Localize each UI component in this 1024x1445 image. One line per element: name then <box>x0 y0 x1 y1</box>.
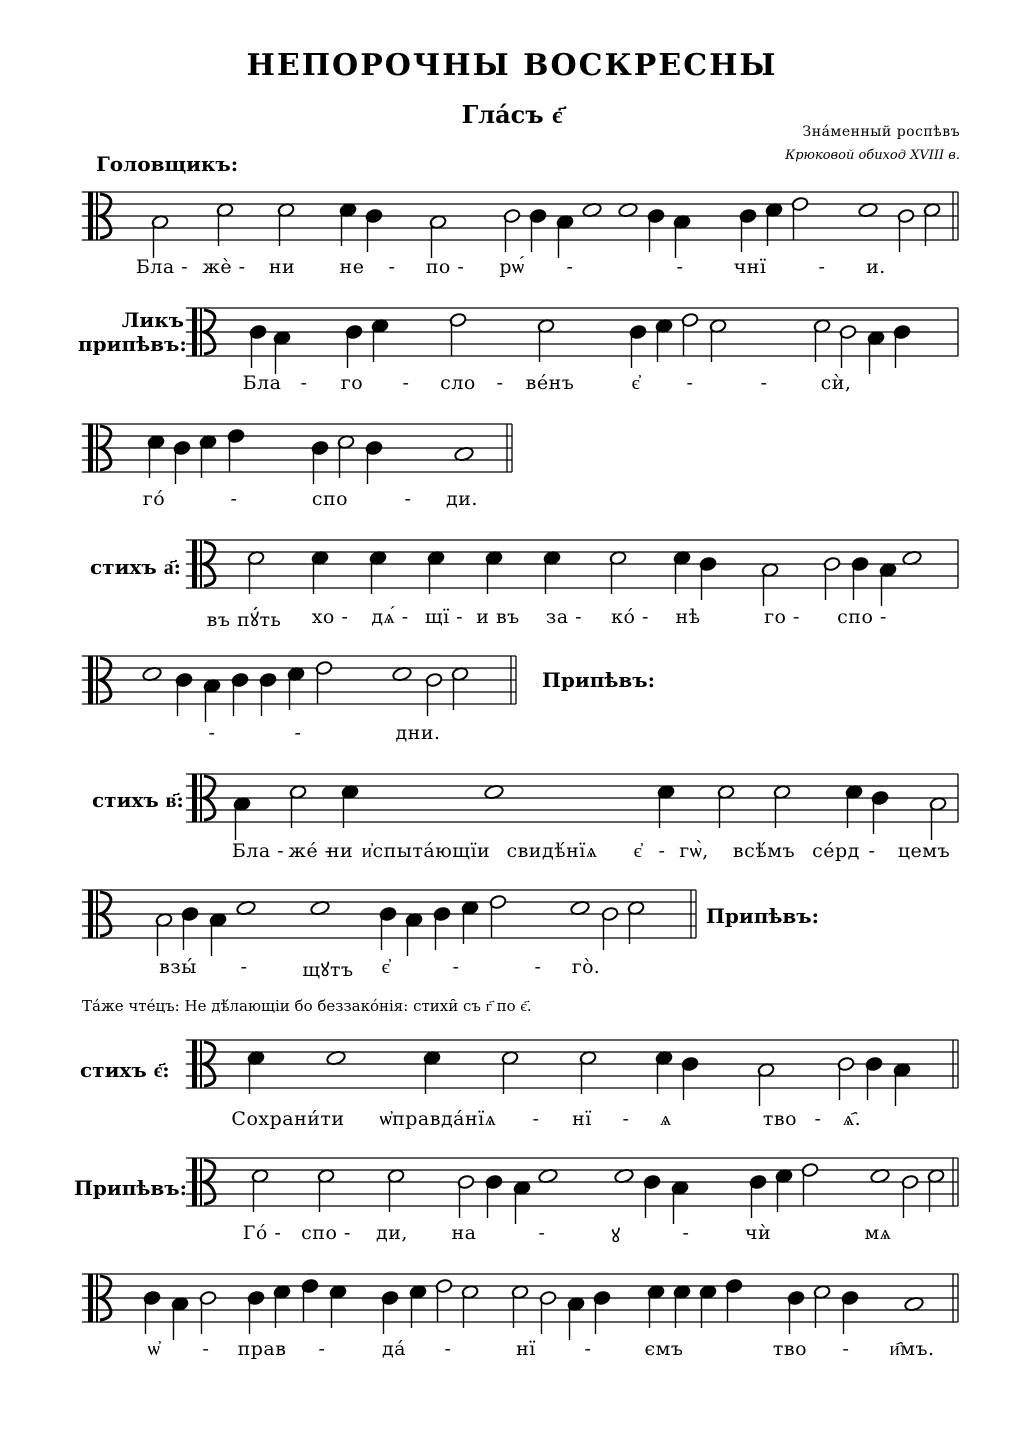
quarter-note <box>259 672 277 716</box>
quarter-note <box>556 214 574 258</box>
syllable: вéнъ <box>525 372 575 394</box>
syllable: и҆спытáющїи <box>361 840 491 862</box>
syllable: и въ <box>476 606 520 628</box>
quarter-note <box>175 672 193 716</box>
quarter-note <box>841 1290 859 1334</box>
quarter-note <box>173 440 191 484</box>
syllable: - <box>444 1338 452 1360</box>
syllable: ди. <box>446 488 478 510</box>
quarter-note <box>311 440 329 484</box>
half-note <box>839 324 857 368</box>
quarter-note <box>787 1290 805 1334</box>
quarter-note <box>143 1290 161 1334</box>
quarter-note <box>681 1056 699 1100</box>
half-note <box>761 562 779 606</box>
lyrics-line-8 <box>0 1108 1024 1138</box>
half-note <box>199 1290 217 1334</box>
label-pripev-2: Припѣвъ: <box>706 904 820 928</box>
syllable: Сохрани́ти <box>231 1108 345 1130</box>
syllable: гó <box>142 488 166 510</box>
quarter-note <box>365 440 383 484</box>
syllable: ѧ҄. <box>842 1108 862 1130</box>
syllable: чѝ <box>744 1222 772 1244</box>
quarter-note <box>181 906 199 950</box>
syllable: ни <box>326 840 354 862</box>
quarter-note <box>699 556 717 600</box>
half-note <box>539 1290 557 1334</box>
quarter-note <box>647 208 665 252</box>
syllable: ди, <box>376 1222 408 1244</box>
syllable: - <box>686 372 694 394</box>
syllable: - <box>842 1338 850 1360</box>
syllable: є҆ <box>381 956 391 978</box>
syllable: - <box>202 1338 210 1360</box>
syllable: - <box>240 956 248 978</box>
syllable: нї <box>572 1108 592 1130</box>
syllable: дни. <box>395 722 441 744</box>
half-note <box>929 796 947 840</box>
quarter-note <box>227 428 245 472</box>
half-note <box>837 1056 855 1100</box>
syllable: - <box>814 1108 822 1130</box>
quarter-note <box>629 324 647 368</box>
syllable: - <box>452 956 460 978</box>
lyrics-line-6 <box>0 840 1024 870</box>
syllable: тво <box>772 1338 808 1360</box>
syllable: Бла - <box>231 840 285 862</box>
syllable: рѡ́ <box>499 256 525 278</box>
half-note <box>681 312 699 356</box>
quarter-note <box>247 1290 265 1334</box>
half-note <box>601 906 619 950</box>
quarter-note <box>249 324 267 368</box>
half-note <box>823 556 841 600</box>
syllable: ємъ <box>644 1338 684 1360</box>
quarter-note <box>893 324 911 368</box>
half-note <box>151 214 169 258</box>
syllable: не <box>339 256 365 278</box>
quarter-note <box>739 208 757 252</box>
lyrics-line-10 <box>0 1338 1024 1368</box>
quarter-note <box>365 208 383 252</box>
syllable: - <box>402 372 410 394</box>
syllable: свидѣ́нїѧ <box>506 840 598 862</box>
syllable: є҆ <box>631 372 641 394</box>
syllable: дѧ́ - <box>371 606 409 628</box>
label-stikh-2: стихъ в҃: <box>92 788 184 812</box>
half-note <box>155 912 173 956</box>
syllable: Гó - <box>242 1222 282 1244</box>
quarter-note <box>513 1180 531 1224</box>
syllable: нѣ <box>675 606 701 628</box>
lyrics-line-3 <box>0 488 1024 518</box>
syllable: - <box>534 956 542 978</box>
syllable: гò. <box>571 956 601 978</box>
tone-heading: Глáсъ є҃ <box>461 100 563 129</box>
quarter-note <box>209 912 227 956</box>
syllable: щꙋтъ <box>302 959 354 981</box>
syllable: въ пꙋ́ть <box>206 609 282 631</box>
quarter-note <box>529 208 547 252</box>
half-note <box>457 1174 475 1218</box>
syllable: - <box>294 722 302 744</box>
quarter-note <box>379 906 397 950</box>
quarter-note <box>567 1296 585 1340</box>
syllable: чнї <box>733 256 767 278</box>
syllable: спо - <box>301 1222 351 1244</box>
syllable: жѐ - <box>202 256 246 278</box>
syllable: ѧ <box>660 1108 672 1130</box>
syllable: и҄мъ. <box>889 1338 935 1360</box>
syllable: - <box>566 256 574 278</box>
manuscript-source: Крюковой обиход XVIII в. <box>785 148 960 163</box>
syllable: всѣ́мъ <box>732 840 796 862</box>
syllable: - <box>584 1338 592 1360</box>
label-pripev-3: Припѣвъ: <box>74 1176 188 1200</box>
label-stikh-1: стихъ а҃: <box>90 555 182 579</box>
syllable: взы́ <box>159 956 197 978</box>
syllable: ѡ҆ <box>147 1338 161 1360</box>
quarter-note <box>345 324 363 368</box>
half-note <box>503 208 521 252</box>
quarter-note <box>871 790 889 834</box>
syllable: - <box>868 840 876 862</box>
quarter-note <box>643 1174 661 1218</box>
reader-instruction: Тáже чтéцъ: Не дѣ́лающiи бо беззакóнiя: стихи̑ съ г҃ по є҃. <box>82 997 532 1015</box>
quarter-note <box>725 1278 743 1322</box>
syllable: - <box>676 256 684 278</box>
quarter-note <box>433 906 451 950</box>
lyrics-line-5 <box>0 722 1024 752</box>
syllable: Бла - <box>135 256 189 278</box>
quarter-note <box>893 1062 911 1106</box>
half-note <box>791 196 809 240</box>
syllable: сéрд <box>812 840 860 862</box>
half-note <box>429 214 447 258</box>
syllable: цемъ <box>897 840 951 862</box>
lyrics-line-2 <box>0 372 1024 402</box>
syllable: - <box>230 488 238 510</box>
lyrics-line-4 <box>0 606 1024 636</box>
half-note <box>801 1162 819 1206</box>
chant-title: НЕПОРОЧНЫ ВОСКРЕСНЫ <box>246 48 778 83</box>
syllable: гѡ̀, <box>679 840 709 862</box>
syllable: - <box>318 1338 326 1360</box>
syllable: - <box>682 1222 690 1244</box>
syllable: - <box>760 372 768 394</box>
syllable: сло <box>440 372 476 394</box>
half-note <box>315 660 333 704</box>
syllable: спо <box>311 488 349 510</box>
half-note <box>425 672 443 716</box>
syllable: Бла <box>242 372 282 394</box>
half-note <box>897 208 915 252</box>
syllable: ꙋ <box>611 1225 621 1247</box>
quarter-note <box>485 1174 503 1218</box>
quarter-note <box>673 214 691 258</box>
quarter-note <box>301 1278 319 1322</box>
quarter-note <box>231 672 249 716</box>
syllable: кó - <box>611 606 649 628</box>
syllable: - <box>388 256 396 278</box>
quarter-note <box>405 912 423 956</box>
quarter-note <box>593 1290 611 1334</box>
syllable: ни <box>268 256 296 278</box>
syllable: за - <box>545 606 583 628</box>
half-note <box>901 1174 919 1218</box>
label-lik-line2: припѣвъ: <box>78 332 187 356</box>
quarter-note <box>865 1056 883 1100</box>
syllable: - <box>532 1108 540 1130</box>
quarter-note <box>879 562 897 606</box>
quarter-note <box>671 1180 689 1224</box>
syllable: - <box>208 722 216 744</box>
lyrics-line-1 <box>0 256 1024 286</box>
quarter-note <box>233 796 251 840</box>
syllable: го <box>340 372 364 394</box>
half-note <box>435 1278 453 1322</box>
syllable: и. <box>866 256 886 278</box>
syllable: прав <box>237 1338 287 1360</box>
quarter-note <box>749 1174 767 1218</box>
quarter-note <box>273 330 291 374</box>
half-note <box>757 1062 775 1106</box>
syllable: - <box>300 372 308 394</box>
label-stikh-5: стихъ є҃: <box>80 1058 170 1082</box>
syllable: хо - <box>311 606 349 628</box>
label-lik-line1: Ликъ <box>121 308 184 332</box>
syllable: ѡ҆правда́нїѧ <box>379 1108 497 1130</box>
syllable: по - <box>425 256 465 278</box>
syllable: жé - <box>288 840 332 862</box>
syllable: тво <box>762 1108 798 1130</box>
quarter-note <box>171 1296 189 1340</box>
syllable: - <box>538 1222 546 1244</box>
syllable: спо - <box>837 606 887 628</box>
syllable: - <box>622 1108 630 1130</box>
chant-source: Знáменный роспѣвъ <box>802 124 960 140</box>
syllable: го - <box>764 606 800 628</box>
quarter-note <box>867 330 885 374</box>
syllable: - <box>496 372 504 394</box>
syllable: - <box>404 488 412 510</box>
syllable: дá <box>381 1338 407 1360</box>
syllable: сѝ, <box>820 372 852 394</box>
syllable: є҆ <box>633 840 643 862</box>
label-pripev-1: Припѣвъ: <box>542 668 656 692</box>
lyrics-line-7 <box>0 956 1024 986</box>
syllable: на <box>451 1222 477 1244</box>
syllable: - <box>658 840 666 862</box>
quarter-note <box>203 678 221 722</box>
syllable: - <box>818 256 826 278</box>
label-golovshchik: Головщикъ: <box>96 152 239 176</box>
half-note <box>449 312 467 356</box>
half-note <box>489 894 507 938</box>
lyrics-line-9 <box>0 1222 1024 1252</box>
syllable: мѧ <box>864 1222 892 1244</box>
quarter-note <box>851 556 869 600</box>
syllable: щї - <box>424 606 464 628</box>
syllable: нї <box>516 1338 536 1360</box>
quarter-note <box>381 1290 399 1334</box>
